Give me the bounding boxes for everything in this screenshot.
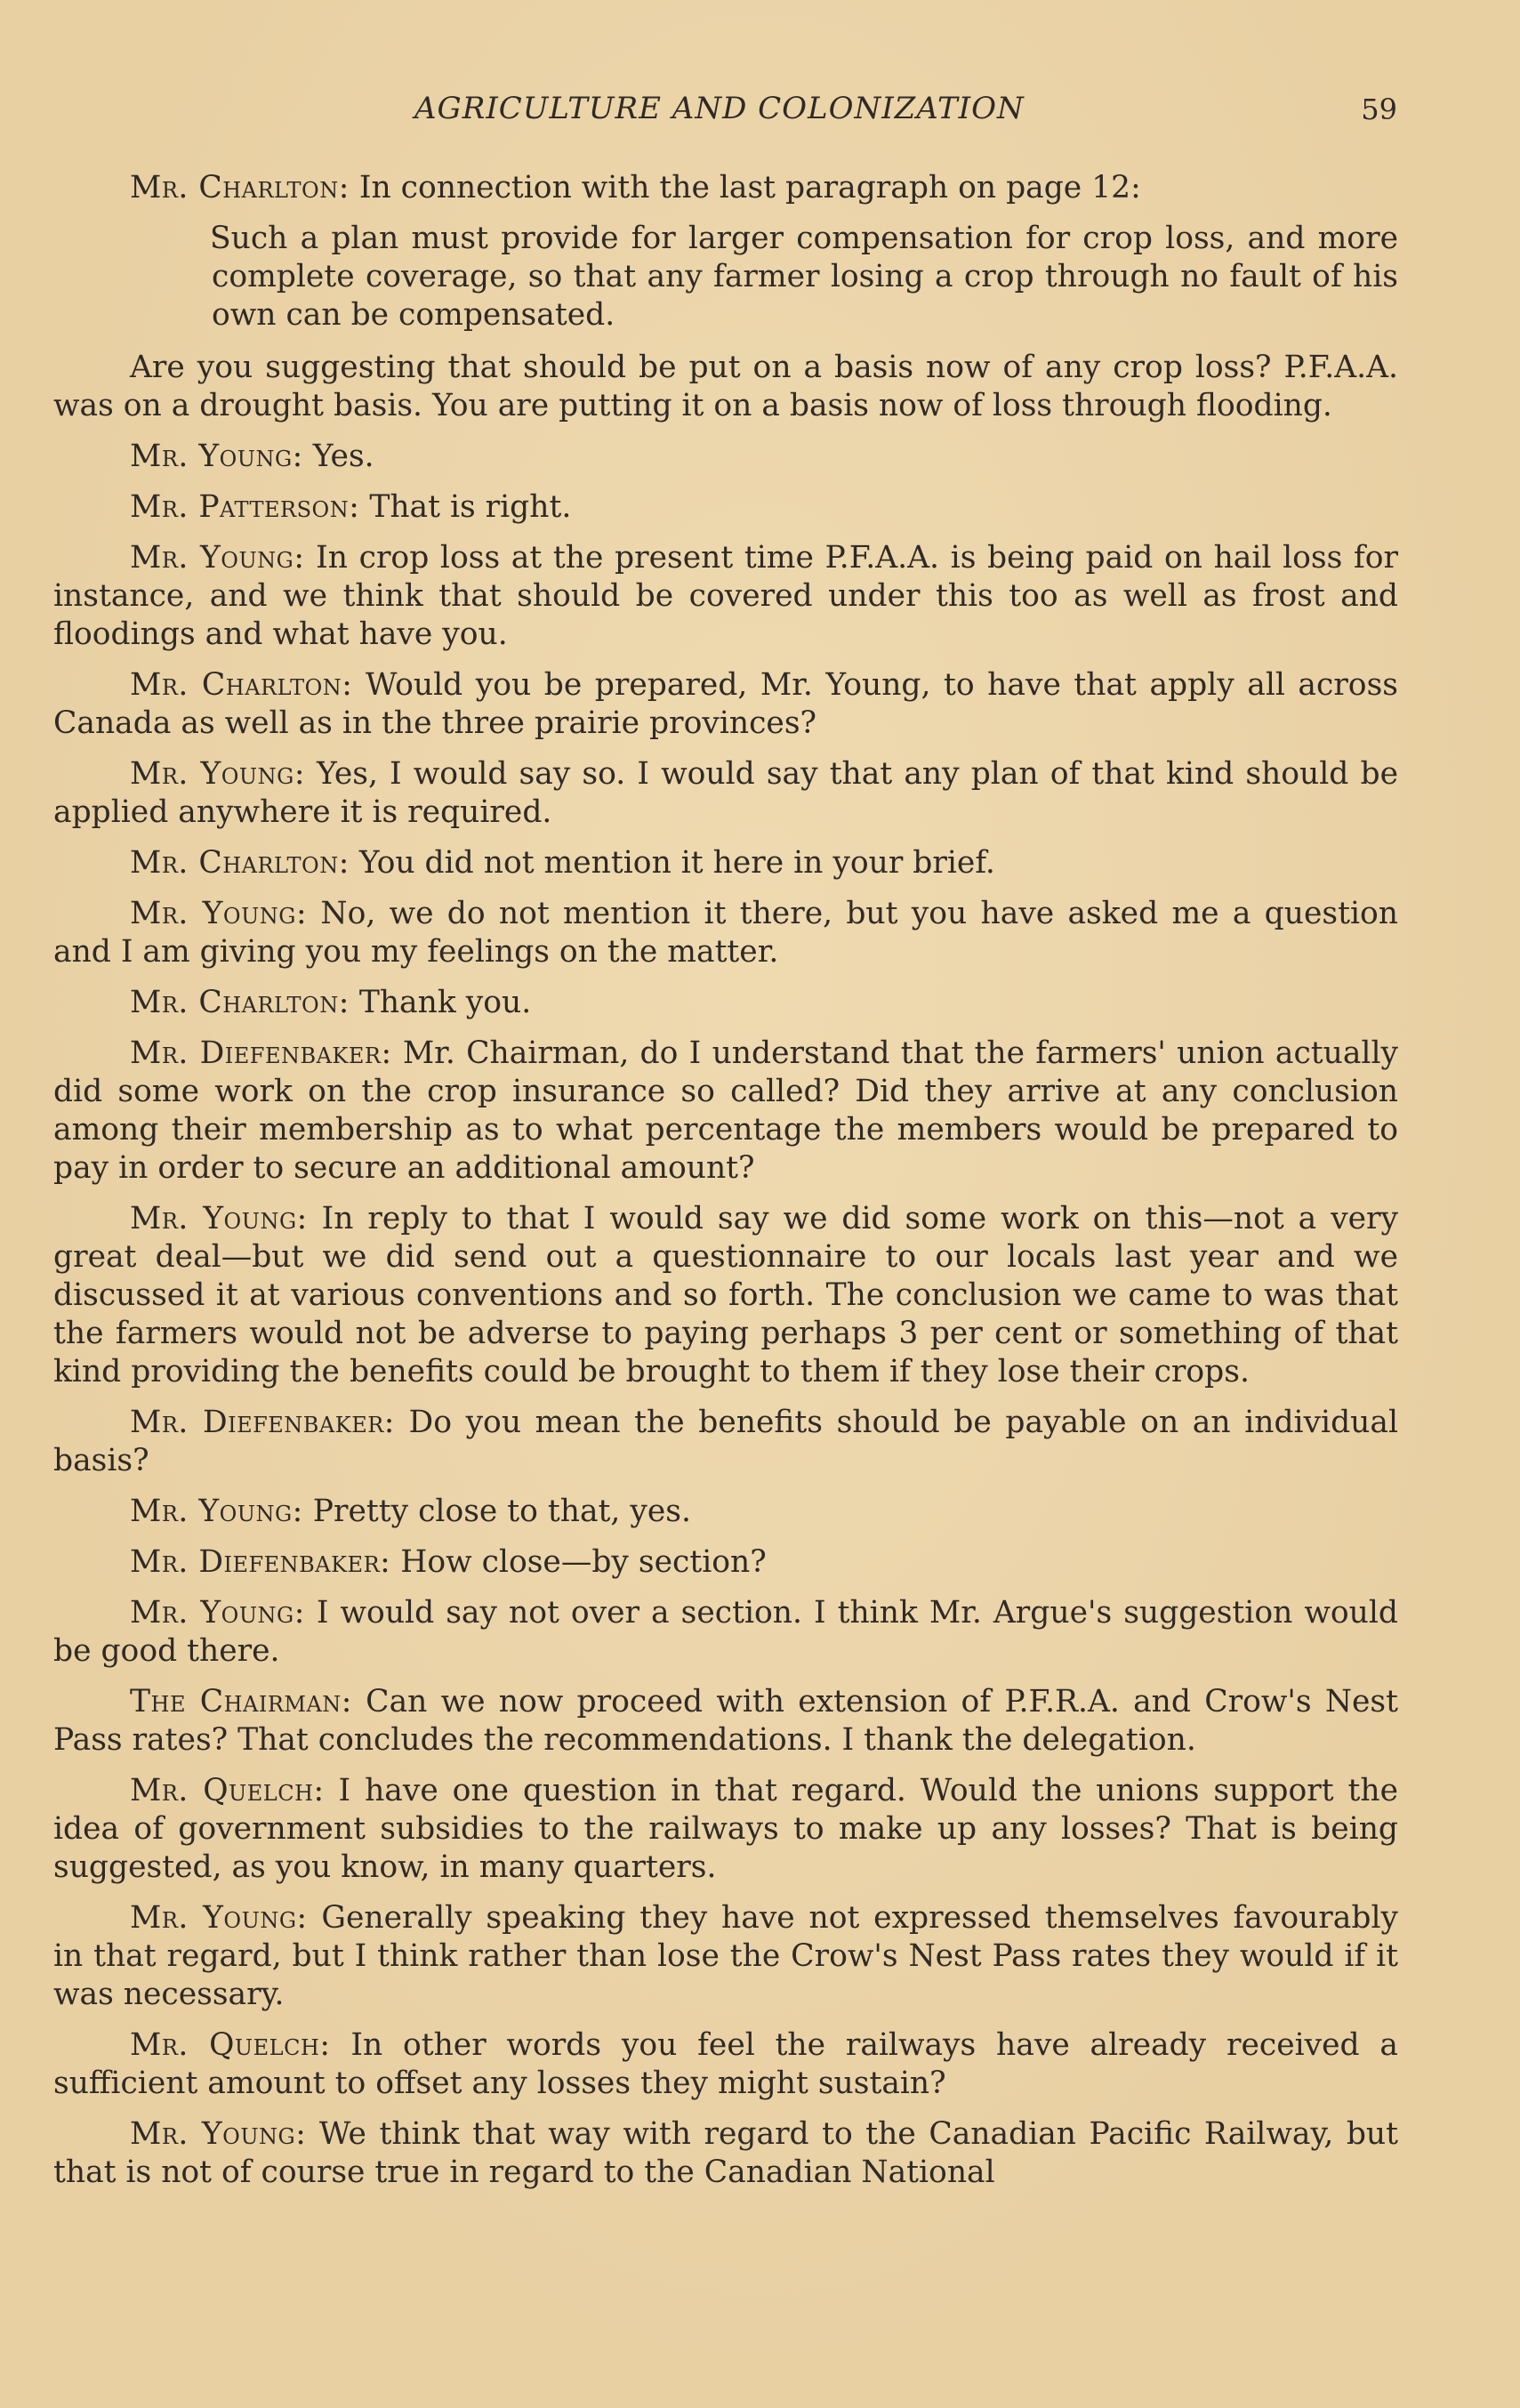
speaker-name: Mr. Patterson: [130, 489, 360, 525]
paragraph [53, 1594, 1398, 1671]
paragraph-text: Would you be prepared, Mr. Young, to have that apply all across Canada as well as in the three prairie provinces? [53, 667, 1398, 741]
paragraph [53, 666, 1398, 743]
paragraph-text: In reply to that I would say we did some work on this—not a very great deal—but we did send out a questionnaire to our locals last year and we discussed it at various conventions and so forth. The conclusion we came to was that the farmers would not be adverse to paying perhaps 3 per cent or something of that kind providing the benefits could be brought to them if they lose their crops. [53, 1201, 1398, 1389]
speaker-name: Mr. Diefenbaker: [130, 1035, 392, 1071]
speaker-name: Mr. Young: [130, 1595, 305, 1631]
paragraph [53, 488, 1398, 527]
running-title: AGRICULTURE AND COLONIZATION [414, 91, 1025, 126]
paragraph-text: We think that way with regard to the Canadian Pacific Railway, but that is not of course true in regard to the Canadian National [53, 2116, 1398, 2190]
paragraph [53, 1899, 1398, 2014]
page-body [53, 169, 1398, 2204]
paragraph [53, 844, 1398, 882]
paragraph [53, 1404, 1398, 1480]
speaker-name: Mr. Quelch: [130, 1773, 325, 1808]
paragraph-text: How close—by section? [390, 1544, 767, 1580]
paragraph-text: Yes. [302, 439, 374, 474]
speaker-name: Mr. Young: [130, 2116, 307, 2152]
paragraph [53, 349, 1398, 425]
paragraph [53, 2115, 1398, 2192]
quote-text: Such a plan must provide for larger compensation for crop loss, and more complete coverage, so that any farmer losing a crop through no fault of his own can be compensated. [210, 221, 1398, 333]
speaker-name: The Chairman: [130, 1684, 352, 1719]
paragraph [53, 1493, 1398, 1531]
paragraph-text: Are you suggesting that should be put on a basis now of any crop loss? P.F.A.A. was on a drought basis. You are putting it on a basis now of loss through flooding. [53, 350, 1398, 423]
paragraph-text: Mr. Chairman, do I understand that the farmers' union actually did some work on the crop insurance so called? Did they arrive at any conclusion among their membership as to what percentage the members would be prepared to pay in order to secure an additional amount? [53, 1035, 1398, 1186]
speaker-name: Mr. Young: [130, 1494, 303, 1529]
paragraph [53, 2026, 1398, 2103]
speaker-name: Mr. Diefenbaker: [130, 1405, 395, 1440]
paragraph-text: That is right. [359, 489, 572, 525]
speaker-name: Mr. Charlton: [130, 985, 350, 1020]
speaker-name: Mr. Charlton: [130, 170, 350, 205]
paragraph [53, 539, 1398, 654]
paragraph [53, 1543, 1398, 1582]
block-quote [53, 220, 1398, 334]
paragraph-text: Generally speaking they have not expressed themselves favourably in that regard, but I think rather than lose the Crow's Nest Pass rates they would if it was necessary. [53, 1900, 1398, 2012]
speaker-name: Mr. Charlton: [130, 845, 350, 881]
speaker-name: Mr. Young: [130, 756, 305, 792]
paragraph-text: I would say not over a section. I think Mr. Argue's suggestion would be good there. [53, 1595, 1398, 1669]
paragraph-text: In crop loss at the present time P.F.A.A. is being paid on hail loss for instance, and we think that should be covered under this too as well as frost and floodings and what have you. [53, 540, 1398, 652]
paragraph [53, 755, 1398, 832]
paragraph-text: Pretty close to that, yes. [302, 1494, 691, 1529]
speaker-name: Mr. Young: [130, 1201, 308, 1236]
paragraph-text: In other words you feel the railways have already received a sufficient amount to offset any losses they might sustain? [53, 2027, 1398, 2101]
paragraph [53, 895, 1398, 971]
speaker-name: Mr. Young: [130, 540, 305, 576]
paragraph [53, 984, 1398, 1022]
page-header [0, 91, 1520, 135]
paragraph [53, 1200, 1398, 1391]
paragraph-text: No, we do not mention it there, but you have asked me a question and I am giving you my feelings on the matter. [53, 896, 1398, 970]
paragraph [53, 1683, 1398, 1760]
speaker-name: Mr. Charlton: [130, 667, 353, 703]
paragraph-text: In connection with the last paragraph on page 12: [349, 170, 1141, 205]
paragraph-text: Can we now proceed with extension of P.F.R.A. and Crow's Nest Pass rates? That concludes the recommendations. I thank the delegation. [53, 1684, 1398, 1758]
speaker-name: Mr. Young: [130, 439, 303, 474]
paragraph [53, 438, 1398, 476]
paragraph [53, 1772, 1398, 1887]
paragraph-text: Thank you. [349, 985, 532, 1020]
paragraph-text: Yes, I would say so. I would say that any plan of that kind should be applied anywhere it is required. [53, 756, 1398, 830]
page-number: 59 [1361, 93, 1397, 126]
speaker-name: Mr. Diefenbaker: [130, 1544, 391, 1580]
paragraph [53, 1035, 1398, 1188]
paragraph-text: You did not mention it here in your brief. [349, 845, 995, 881]
paragraph [53, 169, 1398, 207]
paragraph-text: Do you mean the benefits should be payable on an individual basis? [53, 1405, 1399, 1478]
speaker-name: Mr. Quelch: [130, 2027, 331, 2063]
speaker-name: Mr. Young: [130, 896, 308, 931]
paragraph-text: I have one question in that regard. Would the unions support the idea of government subsidies to the railways to make up any losses? That is being suggested, as you know, in many quarters. [53, 1773, 1398, 1885]
speaker-name: Mr. Young: [130, 1900, 308, 1936]
